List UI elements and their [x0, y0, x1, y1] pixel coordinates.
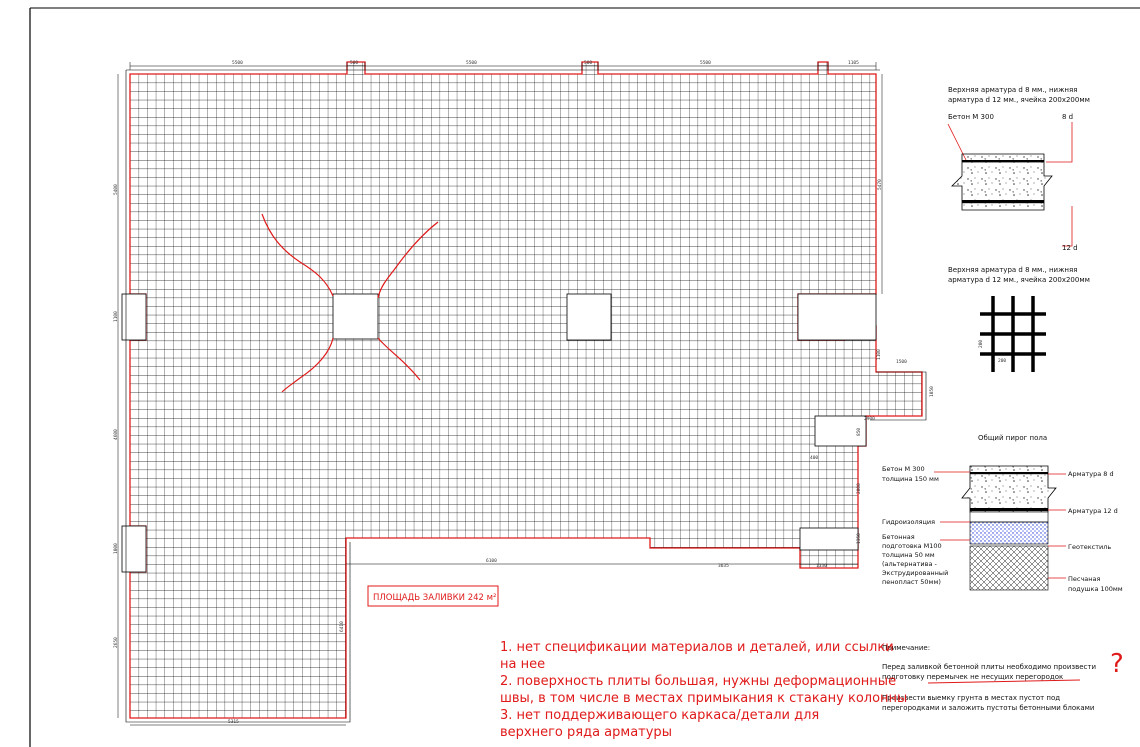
dim-top-1: 5500 [232, 61, 243, 66]
floor-bottom-bar [970, 508, 1048, 511]
mesh-spacing-vertical: 200 [979, 339, 984, 348]
floor-prep-label-2: подготовка М100 [882, 542, 942, 550]
floor-prep-label-4: (альтернатива - [882, 560, 937, 568]
floor-section-title: Общий пирог пола [978, 434, 1048, 442]
dim-right-5: 2900 [864, 417, 875, 422]
floor-sand-label-2: подушка 100мм [1068, 585, 1123, 593]
slab-bottom-bar [962, 200, 1044, 203]
floor-concrete-label-1: Бетон М 300 [882, 465, 925, 473]
column-opening-2 [567, 294, 611, 340]
dim-right-4: 1050 [930, 386, 935, 397]
dim-top-6: 1105 [848, 61, 859, 66]
dim-right-6: 850 [857, 427, 862, 436]
remark-line-2: на нее [500, 657, 546, 672]
floor-concrete-label-2: толщина 150 мм [882, 475, 939, 483]
dim-right-3: 1500 [896, 360, 907, 365]
dim-bottom-4: 1330 [816, 564, 827, 569]
dim-left-4: 1000 [114, 543, 119, 554]
dim-bottom-1: 5315 [228, 720, 239, 725]
floor-prep-label-6: пенопласт 50мм) [882, 578, 941, 586]
dim-right-9: 400 [810, 456, 819, 461]
dim-bottom-3: 3635 [718, 564, 729, 569]
dim-right-2: 1100 [877, 349, 882, 360]
remark-line-3: 2. поверхность плиты большая, нужны деформационные [500, 674, 897, 689]
dim-right-8: 1350 [857, 533, 862, 544]
dim-left-2: 1100 [114, 311, 119, 322]
dim-right-7: 2000 [857, 483, 862, 494]
floor-geotextile-label: Геотекстиль [1068, 543, 1112, 551]
floor-prep-label-1: Бетонная [882, 533, 915, 541]
floor-waterproofing [970, 512, 1048, 522]
slab-top-bar [962, 160, 1044, 162]
bottom-right-block [800, 528, 858, 550]
floor-top-bar [970, 472, 1048, 474]
floor-sand-layer [970, 546, 1048, 590]
floor-rebar-top-label: Арматура 8 d [1068, 470, 1114, 478]
left-notch-2 [122, 526, 146, 572]
notes-line-3: Произвести выемку грунта в местах пустот под [882, 694, 1061, 702]
mesh-title-1: Верхняя арматура d 8 мм., нижняя [948, 266, 1078, 274]
dim-left-5: 2650 [114, 637, 119, 648]
floor-sand-label-1: Песчаная [1068, 575, 1101, 583]
notes-line-1: Перед заливкой бетонной плиты необходимо произвести [882, 663, 1097, 671]
slab-section-title-2: арматура d 12 мм., ячейка 200х200мм [948, 96, 1090, 104]
floor-prep-label-3: толщина 50 мм [882, 551, 935, 559]
review-question-mark: ? [1110, 649, 1124, 679]
dim-inner-vertical: 6410 [340, 621, 345, 632]
notes-line-2: подготовку перемычек не несущих перегородок [882, 673, 1064, 681]
mesh-title-2: арматура d 12 мм., ячейка 200х200мм [948, 276, 1090, 284]
dim-top-5: 5500 [700, 61, 711, 66]
floor-rebar-bottom-label: Арматура 12 d [1068, 507, 1118, 515]
dim-top-2: 500 [350, 61, 359, 66]
area-label: ПЛОЩАДЬ ЗАЛИВКИ 242 м² [373, 593, 497, 603]
remark-line-1: 1. нет спецификации материалов и деталей, или ссылки [500, 640, 894, 655]
left-notch-1 [122, 294, 146, 340]
dim-top-3: 5500 [466, 61, 477, 66]
dim-right-1: 5470 [878, 179, 883, 190]
floor-prep-label-5: Экструдированный [882, 569, 949, 577]
slab-bottom-rebar-label: 12 d [1062, 244, 1078, 252]
notes-line-4: перегородками и заложить пустоты бетонными блоками [882, 704, 1095, 712]
remark-line-5: 3. нет поддерживающего каркаса/детали для [500, 708, 820, 723]
remark-line-4: швы, в том числе в местах примыкания к стакану колонны [500, 691, 908, 706]
column-opening-1 [333, 294, 378, 339]
notes-heading: Примечание: [882, 644, 931, 652]
slab-section-title-1: Верхняя арматура d 8 мм., нижняя [948, 86, 1078, 94]
right-recess [798, 294, 876, 340]
dim-left-1: 5400 [114, 184, 119, 195]
floor-prep-layer [970, 522, 1048, 544]
remark-line-6: верхнего ряда арматуры [500, 725, 672, 740]
dim-left-3: 4600 [114, 429, 119, 440]
mesh-spacing-horizontal: 200 [998, 359, 1007, 364]
dim-bottom-2: 6100 [486, 559, 497, 564]
slab-top-rebar-label: 8 d [1062, 113, 1074, 121]
floor-waterproofing-label: Гидроизоляция [882, 518, 936, 526]
dim-top-4: 500 [584, 61, 593, 66]
slab-concrete-label: Бетон М 300 [948, 113, 994, 121]
